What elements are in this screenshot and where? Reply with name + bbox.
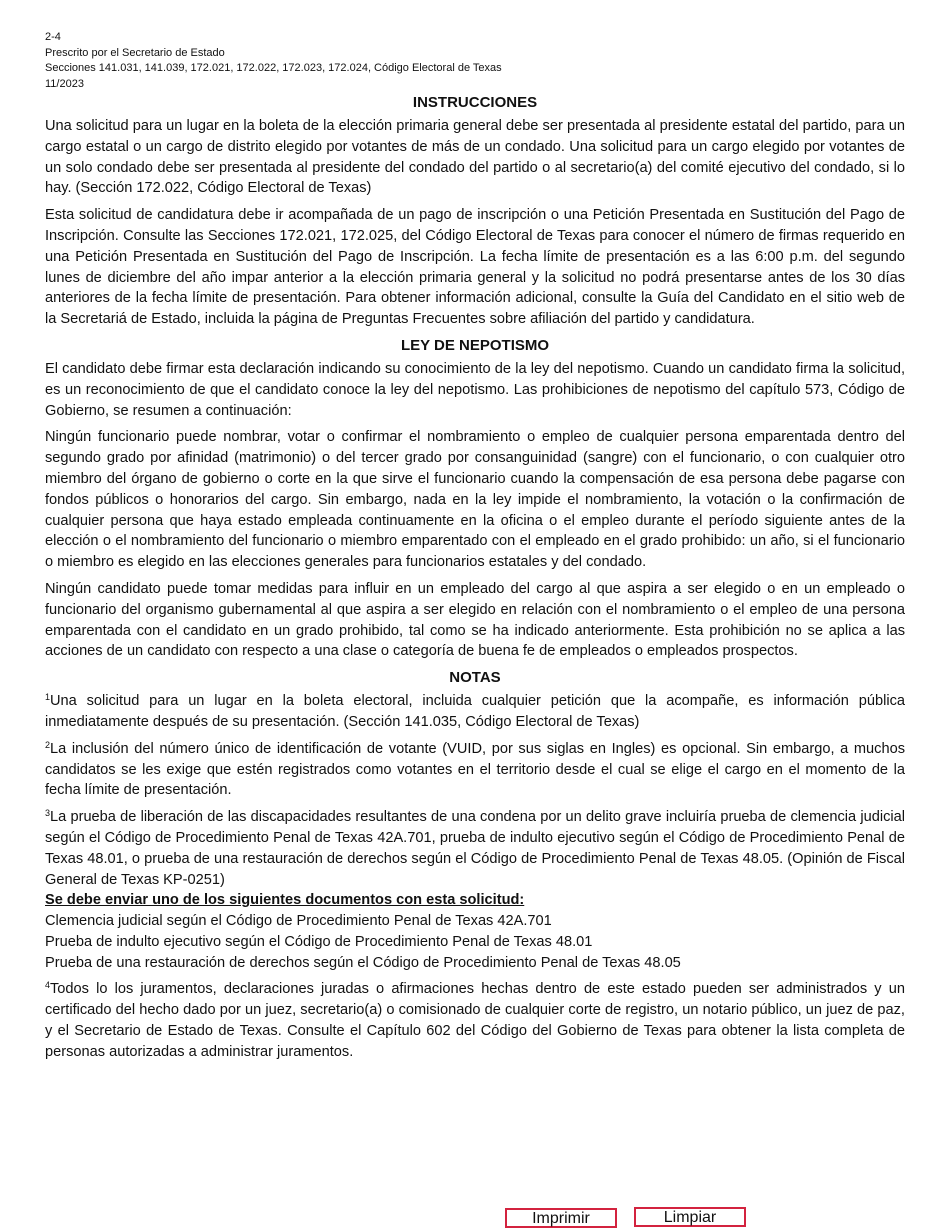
nepotism-paragraph-2: Ningún funcionario puede nombrar, votar o confirmar el nombramiento o empleo de cualquier persona emparentada dentro del segundo grado por afinidad (matrimonio) o del tercer grado por consanguinidad (sangre) con el funcionario, o con cualquier otro miembro del órgano de gobierno o corte en la que sirve el funcionario cuando la compensación de esa persona debe pagarse con fondos públicos o honorarios del cargo. Sin embargo, nada en la ley impide el nombramiento, la votación o la confirmación de cualquier persona que haya estado empleada continuamente en la oficina o el empleo durante el período siguiente antes de la elección o el nombramiento del funcionario o miembro emparentado con el empleado en el grado prohibido: un año, si el funcionario o miembro es elegido en las elecciones generales para funcionarios estatales y del condado.: [45, 429, 905, 571]
nepotism-paragraph-3: Ningún candidato puede tomar medidas para influir en un empleado del cargo al que aspira a ser elegido o en un empleado o funcionario del organismo gubernamental al que aspira a ser elegido en relación con el nombramiento o el empleo de una persona emparentada con el candidato en un grado prohibido, tal como se ha indicado anteriormente. Esta prohibición no se aplica a las acciones de un candidato con respecto a una clase o categoría de buena fe de empleados o empleados prospectos.: [45, 580, 905, 660]
note-3: [45, 807, 905, 890]
form-number: 2-4: [45, 31, 61, 43]
instructions-paragraph-1: Una solicitud para un lugar en la boleta de la elección primaria general debe ser presentada al presidente estatal del partido, para un cargo estatal o un cargo de distrito elegido por votantes de más de un condado. Una solicitud para un cargo elegido por votantes de un solo condado debe ser presentada al presidente del condado del partido o al secretario(a) del comité ejecutivo del condado, si lo hay. (Sección 172.022, Código Electoral de Texas): [45, 118, 905, 197]
note-2-text: La inclusión del número único de identificación de votante (VUID, por sus siglas en Ingles) es opcional. Sin embargo, a muchos candidatos se les exige que estén registrados como votantes en el territorio desde el cual se elige el cargo en el momento de la fecha límite de presentación.: [45, 740, 905, 799]
document-item: Clemencia judicial según el Código de Procedimiento Penal de Texas 42A.701: [45, 913, 552, 930]
note-2: [45, 739, 905, 801]
form-page: [45, 30, 905, 1069]
note-1-marker: 1: [45, 692, 51, 703]
document-item: Prueba de indulto ejecutivo según el Código de Procedimiento Penal de Texas 48.01: [45, 933, 593, 950]
document-item: Prueba de una restauración de derechos según el Código de Procedimiento Penal de Texas 48.05: [45, 954, 681, 971]
nepotism-paragraph-1: El candidato debe firmar esta declaración indicando su conocimiento de la ley del nepotismo. Cuando un candidato firma la solicitud, es un reconocimiento de que el candidato conoce la ley del nepotismo. Las prohibiciones de nepotismo del capítulo 573, Código de Gobierno, se resumen a continuación:: [45, 360, 905, 419]
note-2-marker: 2: [45, 739, 51, 750]
required-documents-heading: Se debe enviar uno de los siguientes documentos con esta solicitud:: [45, 892, 525, 909]
form-header: [45, 30, 905, 92]
note-1-text: Una solicitud para un lugar en la boleta electoral, incluida cualquier petición que la acompañe, es información pública inmediatamente después de su presentación. (Sección 141.035, Código Electoral de Texas): [45, 693, 905, 730]
note-1: [45, 691, 905, 733]
note-4-text: Todos lo los juramentos, declaraciones juradas o afirmaciones hechas dentro de este estado pueden ser administrados y un certificado del hecho dado por un juez, secretario(a) o comisionado de cualquier corte de registro, un notario público, un juez de paz, y el Secretario de Estado de Texas. Consulte el Capítulo 602 del Código del Gobierno de Texas para obtener la lista completa de personas autorizadas a administrar juramentos.: [45, 981, 905, 1060]
clear-button[interactable]: Limpiar: [634, 1207, 746, 1227]
note-3-text: La prueba de liberación de las discapacidades resultantes de una condena por un delito grave incluiría prueba de clemencia judicial según el Código de Procedimiento Penal de Texas 42A.701, prueba de indulto ejecutivo según el Código de Procedimiento Penal de Texas 48.01, o prueba de una restauración de derechos según el Código de Procedimiento Penal de Texas 48.05. (Opinión de Fiscal General de Texas KP-0251): [45, 809, 905, 888]
print-button[interactable]: Imprimir: [505, 1208, 617, 1228]
revision-date: 11/2023: [45, 77, 84, 90]
required-documents: [45, 890, 905, 973]
note-4: [45, 979, 905, 1062]
instructions-title: INSTRUCCIONES: [412, 94, 538, 111]
prescribed-by: Prescrito por el Secretario de Estado: [45, 46, 225, 59]
note-3-marker: 3: [45, 808, 51, 819]
code-sections: Secciones 141.031, 141.039, 172.021, 172.022, 172.023, 172.024, Código Electoral de Texas: [45, 62, 502, 74]
instructions-paragraph-2: Esta solicitud de candidatura debe ir acompañada de un pago de inscripción o una Petición Presentada en Sustitución del Pago de Inscripción. Consulte las Secciones 172.021, 172.025, del Código Electoral de Texas para conocer el número de firmas requerido en una Petición Presentada en Sustitución del Pago de Inscripción. La fecha límite de presentación es a las 6:00 p.m. del segundo lunes de diciembre del año impar anterior a la elección primaria general y la solicitud no podrá presentarse antes de los 30 días anteriores de la fecha límite de presentación. Para obtener información adicional, consulte la Guía del Candidato en el sitio web de la Secretariá de Estado, incluida la página de Preguntas Frecuentes sobre afiliación del partido y candidatura.: [45, 207, 905, 328]
note-4-marker: 4: [45, 980, 51, 991]
notes-title: NOTAS: [449, 669, 501, 687]
nepotism-title: LEY DE NEPOTISMO: [400, 336, 550, 354]
